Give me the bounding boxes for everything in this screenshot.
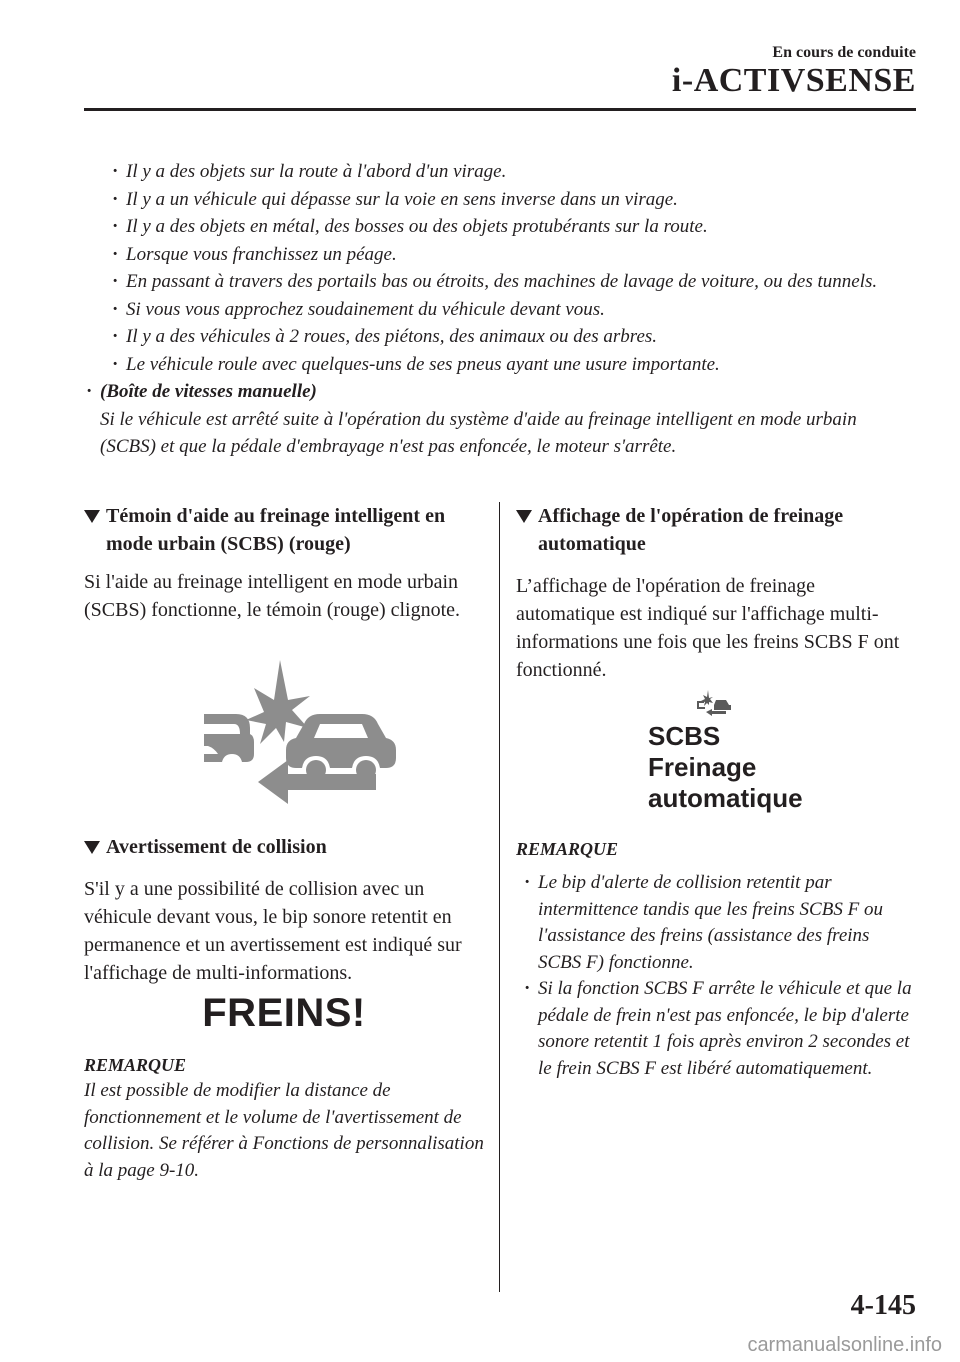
note-list [516, 870, 916, 1082]
chapter-title: i-ACTIVSENSE [671, 62, 916, 99]
list-item: · Il y a des véhicules à 2 roues, des piétons, des animaux ou des arbres. [84, 323, 914, 351]
section-heading-collision-warning: Avertissement de collision [84, 833, 484, 861]
display-line: SCBS [648, 721, 721, 751]
section-label: En cours de conduite [772, 44, 916, 61]
collision-warning-text: S'il y a une possibilité de collision avec un véhicule devant vous, le bip sonore retentit en permanence et un avertissement est indiqué sur l'affichage de multi-informations. [84, 878, 462, 984]
scbs-auto-brake-display [648, 721, 916, 814]
manual-note-text: Si le véhicule est arrêté suite à l'opération du système d'aide au freinage intelligent en mode urbain (SCBS) et que la pédale d'embrayage n'est pas enfoncée, le moteur s'arrête. [100, 408, 857, 457]
brake-warning-display: FREINS! [202, 991, 366, 1035]
list-item: · Si vous vous approchez soudainement du véhicule devant vous. [84, 296, 914, 324]
conditions-list [84, 158, 914, 461]
header-rule [84, 108, 916, 111]
manual-note-title: (Boîte de vitesses manuelle) [100, 381, 317, 402]
column-divider [499, 502, 500, 1292]
right-note [516, 836, 916, 1082]
note-heading: REMARQUE [516, 839, 619, 859]
note-heading: REMARQUE [84, 1055, 187, 1075]
list-item: · Lorsque vous franchissez un péage. [84, 241, 914, 269]
list-item: · Il y a un véhicule qui dépasse sur la voie en sens inverse dans un virage. [84, 186, 914, 214]
scbs-small-icon [696, 690, 916, 721]
list-item: · Il y a des objets en métal, des bosses ou des objets protubérants sur la route. [84, 213, 914, 241]
auto-brake-display-text: L’affichage de l'opération de freinage automatique est indiqué sur l'affichage multi-informations une fois que les freins SCBS F ont fonctionné. [516, 575, 900, 681]
manual-transmission-note [84, 378, 914, 406]
right-column [516, 502, 916, 1082]
triangle-marker-icon [516, 510, 532, 523]
list-item: · Il y a des objets sur la route à l'abord d'un virage. [84, 158, 914, 186]
scbs-indicator-text: Si l'aide au freinage intelligent en mode urbain (SCBS) fonctionne, le témoin (rouge) clignote. [84, 571, 461, 621]
list-item: · Le bip d'alerte de collision retentit par intermittence tandis que les freins SCBS F ou l'assistance des freins (assistance des freins SCBS F) fonctionne. [516, 870, 916, 976]
section-heading-scbs-indicator: Témoin d'aide au freinage intelligent en mode urbain (SCBS) (rouge) [84, 502, 484, 558]
triangle-marker-icon [84, 841, 100, 854]
list-item: · Le véhicule roule avec quelques-uns de ses pneus ayant une usure importante. [84, 351, 914, 379]
watermark: carmanualsonline.info [747, 1334, 942, 1356]
scbs-collision-warning-icon [196, 660, 484, 813]
display-line: Freinage [648, 752, 757, 782]
left-note [84, 1052, 484, 1184]
section-heading-auto-brake-display: Affichage de l'opération de freinage automatique [516, 502, 916, 558]
page-number: 4-145 [850, 1290, 916, 1321]
note-text: Il est possible de modifier la distance de fonctionnement et le volume de l'avertissement de collision. Se référer à Fonctions de personnalisation à la page 9-10. [84, 1080, 484, 1181]
list-item: · En passant à travers des portails bas ou étroits, des machines de lavage de voiture, ou des tunnels. [84, 268, 914, 296]
list-item: · Si la fonction SCBS F arrête le véhicule et que la pédale de frein n'est pas enfoncée, le bip d'alerte sonore retentit 1 fois après environ 2 secondes et le frein SCBS F est libéré automatiquement. [516, 976, 916, 1082]
display-line: automatique [648, 783, 803, 813]
triangle-marker-icon [84, 510, 100, 523]
left-column [84, 502, 484, 1184]
